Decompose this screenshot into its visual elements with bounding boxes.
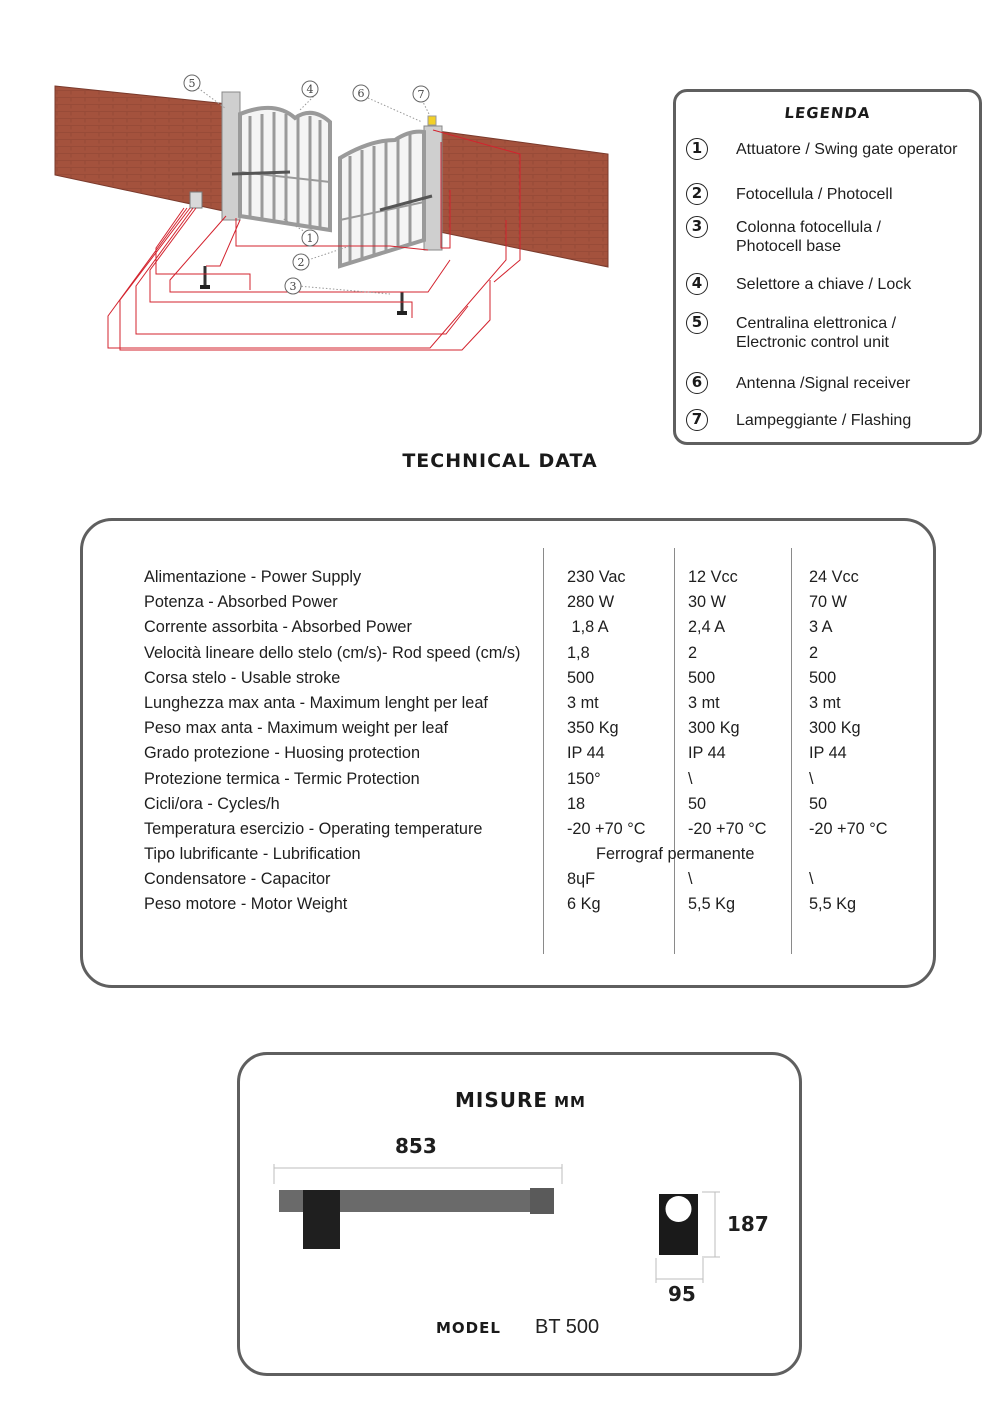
row-label: Condensatore - Capacitor: [144, 870, 331, 889]
table-row: [144, 593, 924, 618]
value-12vcc: 300 Kg: [688, 719, 740, 738]
value-24vcc: 3 A: [809, 618, 833, 637]
value-24vcc: 300 Kg: [809, 719, 861, 738]
callout-3: [285, 278, 301, 294]
technical-data-table: [144, 568, 924, 921]
legend-number-4: 4: [686, 273, 708, 295]
value-12vcc: 30 W: [688, 593, 727, 612]
value-lubrication: Ferrograf permanente: [596, 845, 755, 864]
table-row: [144, 795, 924, 820]
actuator-rod-end: [530, 1188, 554, 1214]
flashing-lamp: [428, 116, 436, 125]
callout-2: [293, 254, 309, 270]
value-230vac: 280 W: [567, 593, 615, 612]
value-24vcc: 2: [809, 643, 819, 662]
row-label: Peso max anta - Maximum weight per leaf: [144, 719, 449, 738]
value-12vcc: \: [688, 769, 693, 788]
row-label: Potenza - Absorbed Power: [144, 593, 338, 612]
row-label: Tipo lubrificante - Lubrification: [144, 845, 361, 864]
legend-text-6: Antenna /Signal receiver: [736, 375, 911, 392]
control-unit: [190, 192, 202, 208]
value-12vcc: -20 +70 °C: [688, 819, 767, 838]
table-row: [144, 644, 924, 669]
row-label: Protezione termica - Termic Protection: [144, 769, 420, 788]
dimensions-title-text: MISURE: [455, 1088, 549, 1112]
dimensions-title: [455, 1088, 586, 1112]
callout-1-label: 1: [306, 232, 314, 245]
row-label: Cicli/ora - Cycles/h: [144, 794, 280, 813]
table-row: [144, 845, 924, 870]
value-24vcc: 50: [809, 794, 828, 813]
legend-number-2: 2: [686, 183, 708, 205]
row-label: Corrente assorbita - Absorbed Power: [144, 618, 412, 637]
callout-5-label: 5: [188, 77, 196, 90]
value-12vcc: \: [688, 870, 693, 889]
value-230vac: 6 Kg: [567, 895, 601, 914]
value-230vac: 1,8 A: [567, 618, 609, 637]
technical-data-title: TECHNICAL DATA: [402, 450, 598, 472]
callout-4-label: 4: [306, 83, 314, 96]
value-12vcc: 12 Vcc: [688, 568, 738, 586]
value-230vac: 8ɥF: [567, 870, 596, 889]
row-label: Corsa stelo - Usable stroke: [144, 668, 341, 687]
callout-1: [302, 230, 318, 246]
length-dimension-label: 853: [395, 1134, 437, 1158]
value-12vcc: 2,4 A: [688, 618, 726, 637]
table-row: [144, 719, 924, 744]
width-dimension-label: 95: [668, 1282, 696, 1306]
value-230vac: 500: [567, 668, 595, 687]
value-24vcc: 3 mt: [809, 693, 841, 712]
callout-7-label: 7: [417, 88, 425, 101]
row-label: Temperatura esercizio - Operating temperature: [144, 819, 483, 838]
callout-7: [413, 86, 429, 102]
model-label: MODEL: [436, 1319, 501, 1337]
value-12vcc: 2: [688, 643, 698, 662]
legend-title: LEGENDA: [783, 104, 872, 122]
right-wall: [430, 130, 608, 267]
legend-panel: [673, 89, 982, 445]
value-230vac: 18: [567, 794, 586, 813]
legend-text-5: Centralina elettronica / Electronic control unit: [736, 315, 897, 351]
value-12vcc: IP 44: [688, 744, 726, 763]
value-230vac: -20 +70 °C: [567, 819, 646, 838]
value-24vcc: 70 W: [809, 593, 848, 612]
legend-text-2: Fotocellula / Photocell: [736, 186, 893, 203]
left-gate-leaf: [240, 108, 330, 230]
value-230vac: 230 Vac: [567, 568, 626, 586]
legend-number-3: 3: [686, 216, 708, 238]
value-230vac: 350 Kg: [567, 719, 619, 738]
value-24vcc: 24 Vcc: [809, 568, 859, 586]
height-dimension-label: 187: [727, 1212, 769, 1236]
row-label: Grado protezione - Huosing protection: [144, 744, 421, 763]
legend-number-7: 7: [686, 409, 708, 431]
actuator-dimension-drawing: [262, 1128, 782, 1308]
value-12vcc: 500: [688, 668, 716, 687]
table-row: [144, 895, 924, 920]
actuator-motor: [303, 1190, 340, 1249]
legend-number-6: 6: [686, 372, 708, 394]
value-230vac: 1,8: [567, 643, 590, 662]
legend-text-3: Colonna fotocellula / Photocell base: [736, 219, 881, 255]
value-230vac: 3 mt: [567, 693, 599, 712]
table-row: [144, 618, 924, 643]
callout-5: [184, 75, 200, 91]
legend-text-7: Lampeggiante / Flashing: [736, 412, 912, 429]
callout-3-label: 3: [289, 280, 297, 293]
row-label: Peso motore - Motor Weight: [144, 895, 348, 914]
left-pillar: [222, 92, 240, 220]
callout-2-label: 2: [297, 256, 305, 269]
value-12vcc: 3 mt: [688, 693, 720, 712]
table-row: [144, 770, 924, 795]
right-pillar: [424, 126, 442, 250]
value-230vac: 150°: [567, 769, 601, 788]
value-24vcc: IP 44: [809, 744, 847, 763]
value-24vcc: \: [809, 870, 814, 889]
legend-number-1: 1: [686, 138, 708, 160]
value-230vac: IP 44: [567, 744, 605, 763]
table-row: [144, 568, 924, 593]
row-label: Lunghezza max anta - Maximum lenght per leaf: [144, 693, 488, 712]
photocell-column-left: [200, 266, 210, 289]
table-row: [144, 744, 924, 769]
gate-installation-diagram: [50, 70, 620, 400]
dimensions-unit: MM: [554, 1093, 586, 1111]
photocell-column-right: [397, 292, 407, 315]
legend-text-4: Selettore a chiave / Lock: [736, 276, 912, 293]
row-label: Alimentazione - Power Supply: [144, 568, 362, 586]
table-row: [144, 669, 924, 694]
callout-6-label: 6: [357, 87, 365, 100]
table-row: [144, 820, 924, 845]
value-12vcc: 50: [688, 794, 707, 813]
table-row: [144, 694, 924, 719]
value-24vcc: \: [809, 769, 814, 788]
value-12vcc: 5,5 Kg: [688, 895, 736, 914]
value-24vcc: -20 +70 °C: [809, 819, 888, 838]
row-label: Velocità lineare dello stelo (cm/s)- Rod speed (cm/s): [144, 643, 521, 662]
callout-6: [353, 85, 369, 101]
callout-4: [302, 81, 318, 97]
table-row: [144, 870, 924, 895]
legend-number-5: 5: [686, 312, 708, 334]
value-24vcc: 5,5 Kg: [809, 895, 857, 914]
model-value: BT 500: [535, 1316, 600, 1338]
legend-text-1: Attuatore / Swing gate operator: [736, 141, 958, 158]
actuator-left: [232, 172, 290, 174]
value-24vcc: 500: [809, 668, 837, 687]
